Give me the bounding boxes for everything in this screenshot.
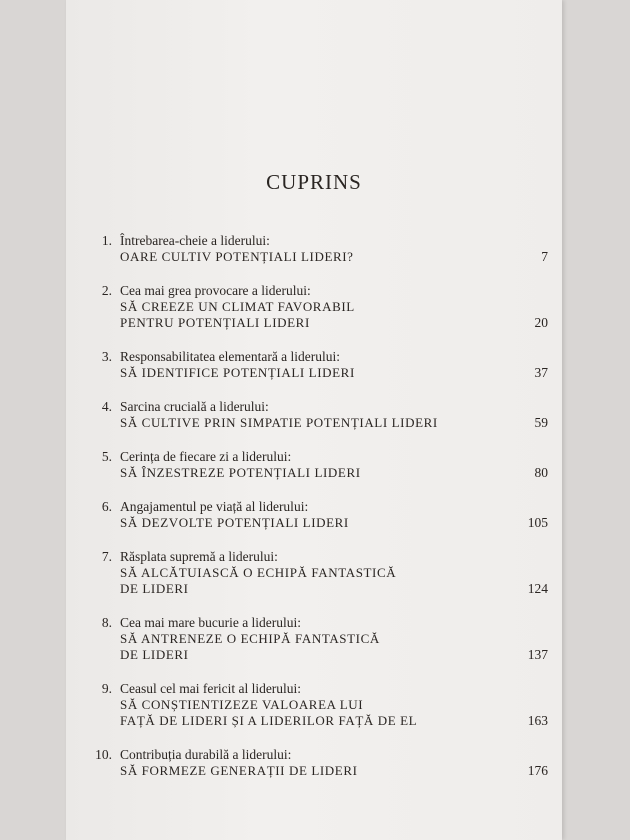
table-of-contents: [90, 232, 550, 796]
entry-page-number: 124: [527, 581, 548, 596]
toc-entry: [90, 282, 550, 331]
entry-page-number: 163: [527, 713, 548, 728]
toc-entry: [90, 548, 550, 597]
entry-title-line: OARE CULTIV POTENȚIALI LIDERI?: [120, 249, 354, 264]
entry-title-line: SĂ CONȘTIENTIZEZE VALOAREA LUI: [120, 697, 364, 712]
entry-page-number: 176: [527, 763, 548, 778]
entry-intro: Cerința de fiecare zi a liderului:: [120, 449, 292, 464]
entry-title-line: SĂ ÎNZESTREZE POTENȚIALI LIDERI: [120, 465, 361, 480]
entry-number: 6.: [101, 499, 112, 514]
entry-page-number: 20: [534, 315, 548, 330]
page-title: CUPRINS: [266, 170, 362, 194]
entry-intro: Cea mai grea provocare a liderului:: [120, 283, 311, 298]
entry-intro: Ceasul cel mai fericit al liderului:: [120, 681, 302, 696]
entry-title-line: DE LIDERI: [120, 581, 189, 596]
entry-number: 1.: [101, 233, 112, 248]
toc-entry: [90, 448, 550, 481]
entry-title-line: SĂ CREEZE UN CLIMAT FAVORABIL: [120, 299, 355, 314]
toc-entry: [90, 398, 550, 431]
toc-entry: [90, 232, 550, 265]
entry-intro: Responsabilitatea elementară a liderului:: [120, 349, 341, 364]
entry-number: 7.: [101, 549, 112, 564]
entry-title-line: FAȚĂ DE LIDERI ȘI A LIDERILOR FAȚĂ DE EL: [120, 713, 418, 728]
entry-number: 10.: [95, 747, 112, 762]
entry-title-line: SĂ FORMEZE GENERAȚII DE LIDERI: [120, 763, 358, 778]
entry-title-line: PENTRU POTENȚIALI LIDERI: [120, 315, 310, 330]
entry-title-line: DE LIDERI: [120, 647, 189, 662]
entry-title-line: SĂ ANTRENEZE O ECHIPĂ FANTASTICĂ: [120, 631, 380, 646]
entry-title-line: SĂ CULTIVE PRIN SIMPATIE POTENȚIALI LIDERI: [120, 415, 438, 430]
entry-intro: Răsplata supremă a liderului:: [120, 549, 278, 564]
entry-intro: Angajamentul pe viață al liderului:: [120, 499, 309, 514]
entry-page-number: 105: [527, 515, 548, 530]
entry-intro: Sarcina crucială a liderului:: [120, 399, 269, 414]
entry-intro: Cea mai mare bucurie a liderului:: [120, 615, 302, 630]
entry-page-number: 80: [534, 465, 548, 480]
entry-number: 5.: [101, 449, 112, 464]
entry-page-number: 59: [534, 415, 548, 430]
toc-entry: [90, 680, 550, 729]
entry-number: 9.: [101, 681, 112, 696]
entry-number: 2.: [101, 283, 112, 298]
toc-entry: [90, 614, 550, 663]
entry-title-line: SĂ ALCĂTUIASCĂ O ECHIPĂ FANTASTICĂ: [120, 565, 397, 580]
toc-entry: [90, 746, 550, 779]
book-page: [66, 0, 562, 840]
entry-number: 3.: [101, 349, 112, 364]
entry-page-number: 7: [541, 249, 548, 264]
entry-intro: Contribuția durabilă a liderului:: [120, 747, 292, 762]
entry-number: 8.: [101, 615, 112, 630]
toc-entry: [90, 498, 550, 531]
entry-number: 4.: [101, 399, 112, 414]
entry-title-line: SĂ DEZVOLTE POTENȚIALI LIDERI: [120, 515, 349, 530]
entry-page-number: 137: [527, 647, 548, 662]
entry-title-line: SĂ IDENTIFICE POTENȚIALI LIDERI: [120, 365, 355, 380]
entry-page-number: 37: [534, 365, 548, 380]
entry-intro: Întrebarea-cheie a liderului:: [120, 233, 270, 248]
toc-entry: [90, 348, 550, 381]
